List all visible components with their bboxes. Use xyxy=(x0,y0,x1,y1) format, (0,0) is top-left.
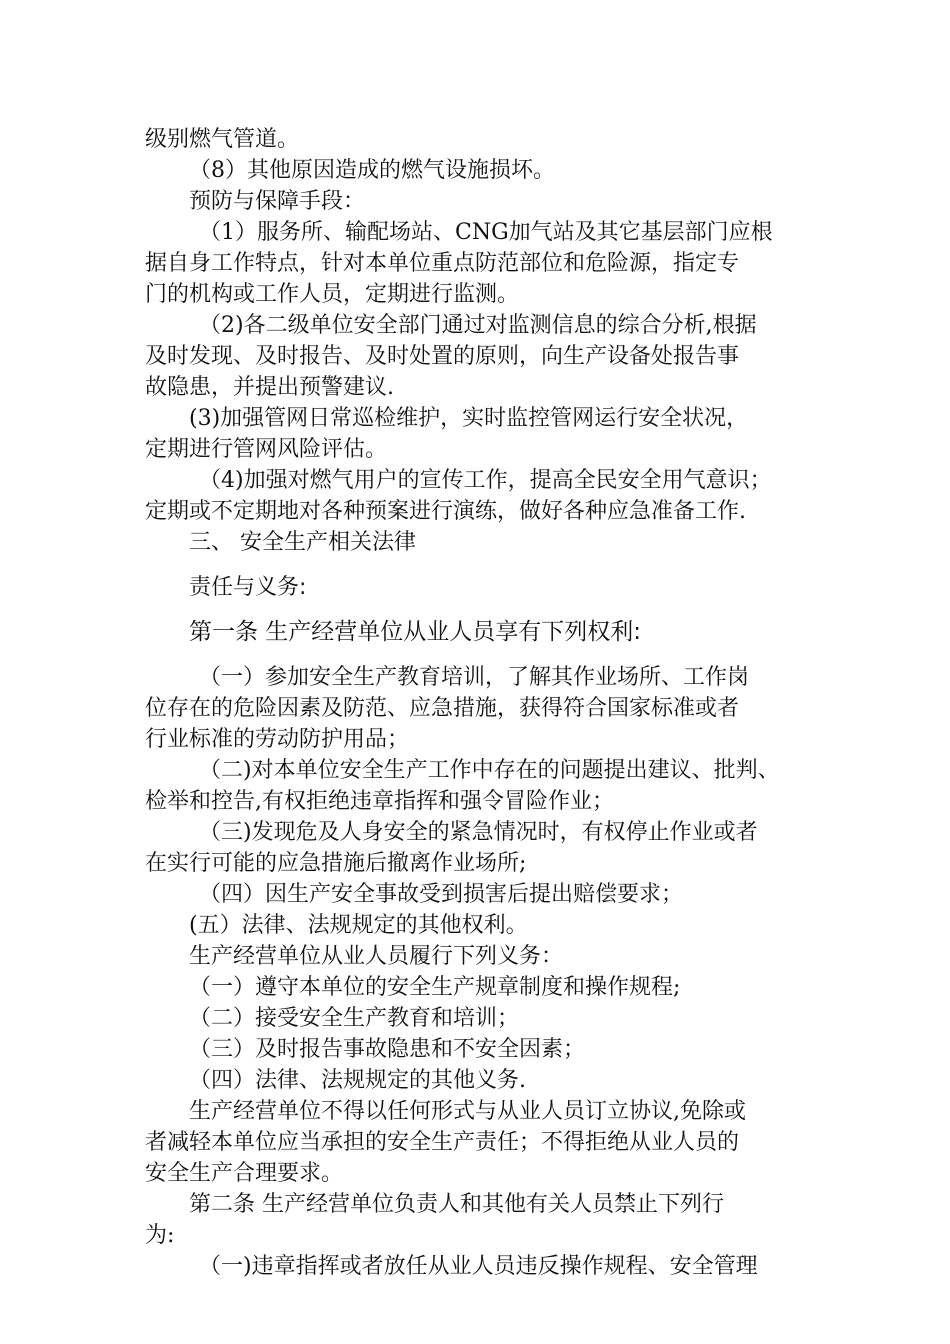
section-heading: 预防与保障手段： xyxy=(189,189,366,214)
text-line: 在实行可能的应急措施后撤离作业场所; xyxy=(145,851,527,876)
text-line: 定期或不定期地对各种预案进行演练，做好各种应急准备工作. xyxy=(145,499,746,524)
text-line: 门的机构或工作人员，定期进行监测。 xyxy=(145,282,520,307)
text-line: 者减轻本单位应当承担的安全生产责任；不得拒绝从业人员的 xyxy=(145,1130,740,1155)
text-line: 定期进行管网风险评估。 xyxy=(145,437,388,462)
text-line: 位存在的危险因素及防范、应急措施，获得符合国家标准或者 xyxy=(145,696,740,721)
text-line: (五）法律、法规规定的其他权利。 xyxy=(189,913,528,938)
text-line: 及时发现、及时报告、及时处置的原则，向生产设备处报告事 xyxy=(145,344,740,369)
text-line: （2)各二级单位安全部门通过对监测信息的综合分析,根据 xyxy=(199,313,757,338)
document-page xyxy=(145,124,815,1282)
chapter-heading: 三、 安全生产相关法律 xyxy=(189,530,416,555)
text-line: （三）及时报告事故隐患和不安全因素； xyxy=(189,1037,586,1062)
text-line: 生产经营单位不得以任何形式与从业人员订立协议,免除或 xyxy=(189,1099,746,1124)
text-line: （一)违章指挥或者放任从业人员违反操作规程、安全管理 xyxy=(199,1254,758,1279)
text-line: 安全生产合理要求。 xyxy=(145,1161,344,1186)
text-line: 级别燃气管道。 xyxy=(145,127,300,152)
text-line: （一）遵守本单位的安全生产规章制度和操作规程; xyxy=(189,975,681,1000)
text-line: （一）参加安全生产教育培训，了解其作业场所、工作岗 xyxy=(199,665,750,690)
text-line: （二）接受安全生产教育和培训； xyxy=(189,1006,520,1031)
text-line: 检举和控告,有权拒绝违章指挥和强令冒险作业； xyxy=(145,789,614,814)
text-line: 行业标准的劳动防护用品； xyxy=(145,727,410,752)
text-line: 生产经营单位从业人员履行下列义务： xyxy=(189,944,564,969)
section-heading: 责任与义务: xyxy=(189,575,307,600)
text-line: （四）法律、法规规定的其他义务. xyxy=(189,1068,526,1093)
text-line: 故隐患，并提出预警建议. xyxy=(145,375,394,400)
text-line: （二)对本单位安全生产工作中存在的问题提出建议、批判、 xyxy=(199,758,780,783)
text-line: （8）其他原因造成的燃气设施损坏。 xyxy=(189,158,555,183)
text-line: 第二条 生产经营单位负责人和其他有关人员禁止下列行 xyxy=(189,1192,724,1217)
text-line: (3)加强管网日常巡检维护，实时监控管网运行安全状况， xyxy=(189,406,749,431)
text-line: （4)加强对燃气用户的宣传工作，提高全民安全用气意识； xyxy=(199,468,772,493)
text-line: 为: xyxy=(145,1223,175,1248)
text-line: （四）因生产安全事故受到损害后提出赔偿要求； xyxy=(199,882,684,907)
text-line: 据自身工作特点，针对本单位重点防范部位和危险源，指定专 xyxy=(145,251,740,276)
article-heading: 第一条 生产经营单位从业人员享有下列权利: xyxy=(189,619,642,645)
text-line: （三)发现危及人身安全的紧急情况时，有权停止作业或者 xyxy=(199,820,758,845)
text-line: （1）服务所、输配场站、CNG加气站及其它基层部门应根 xyxy=(199,220,773,245)
